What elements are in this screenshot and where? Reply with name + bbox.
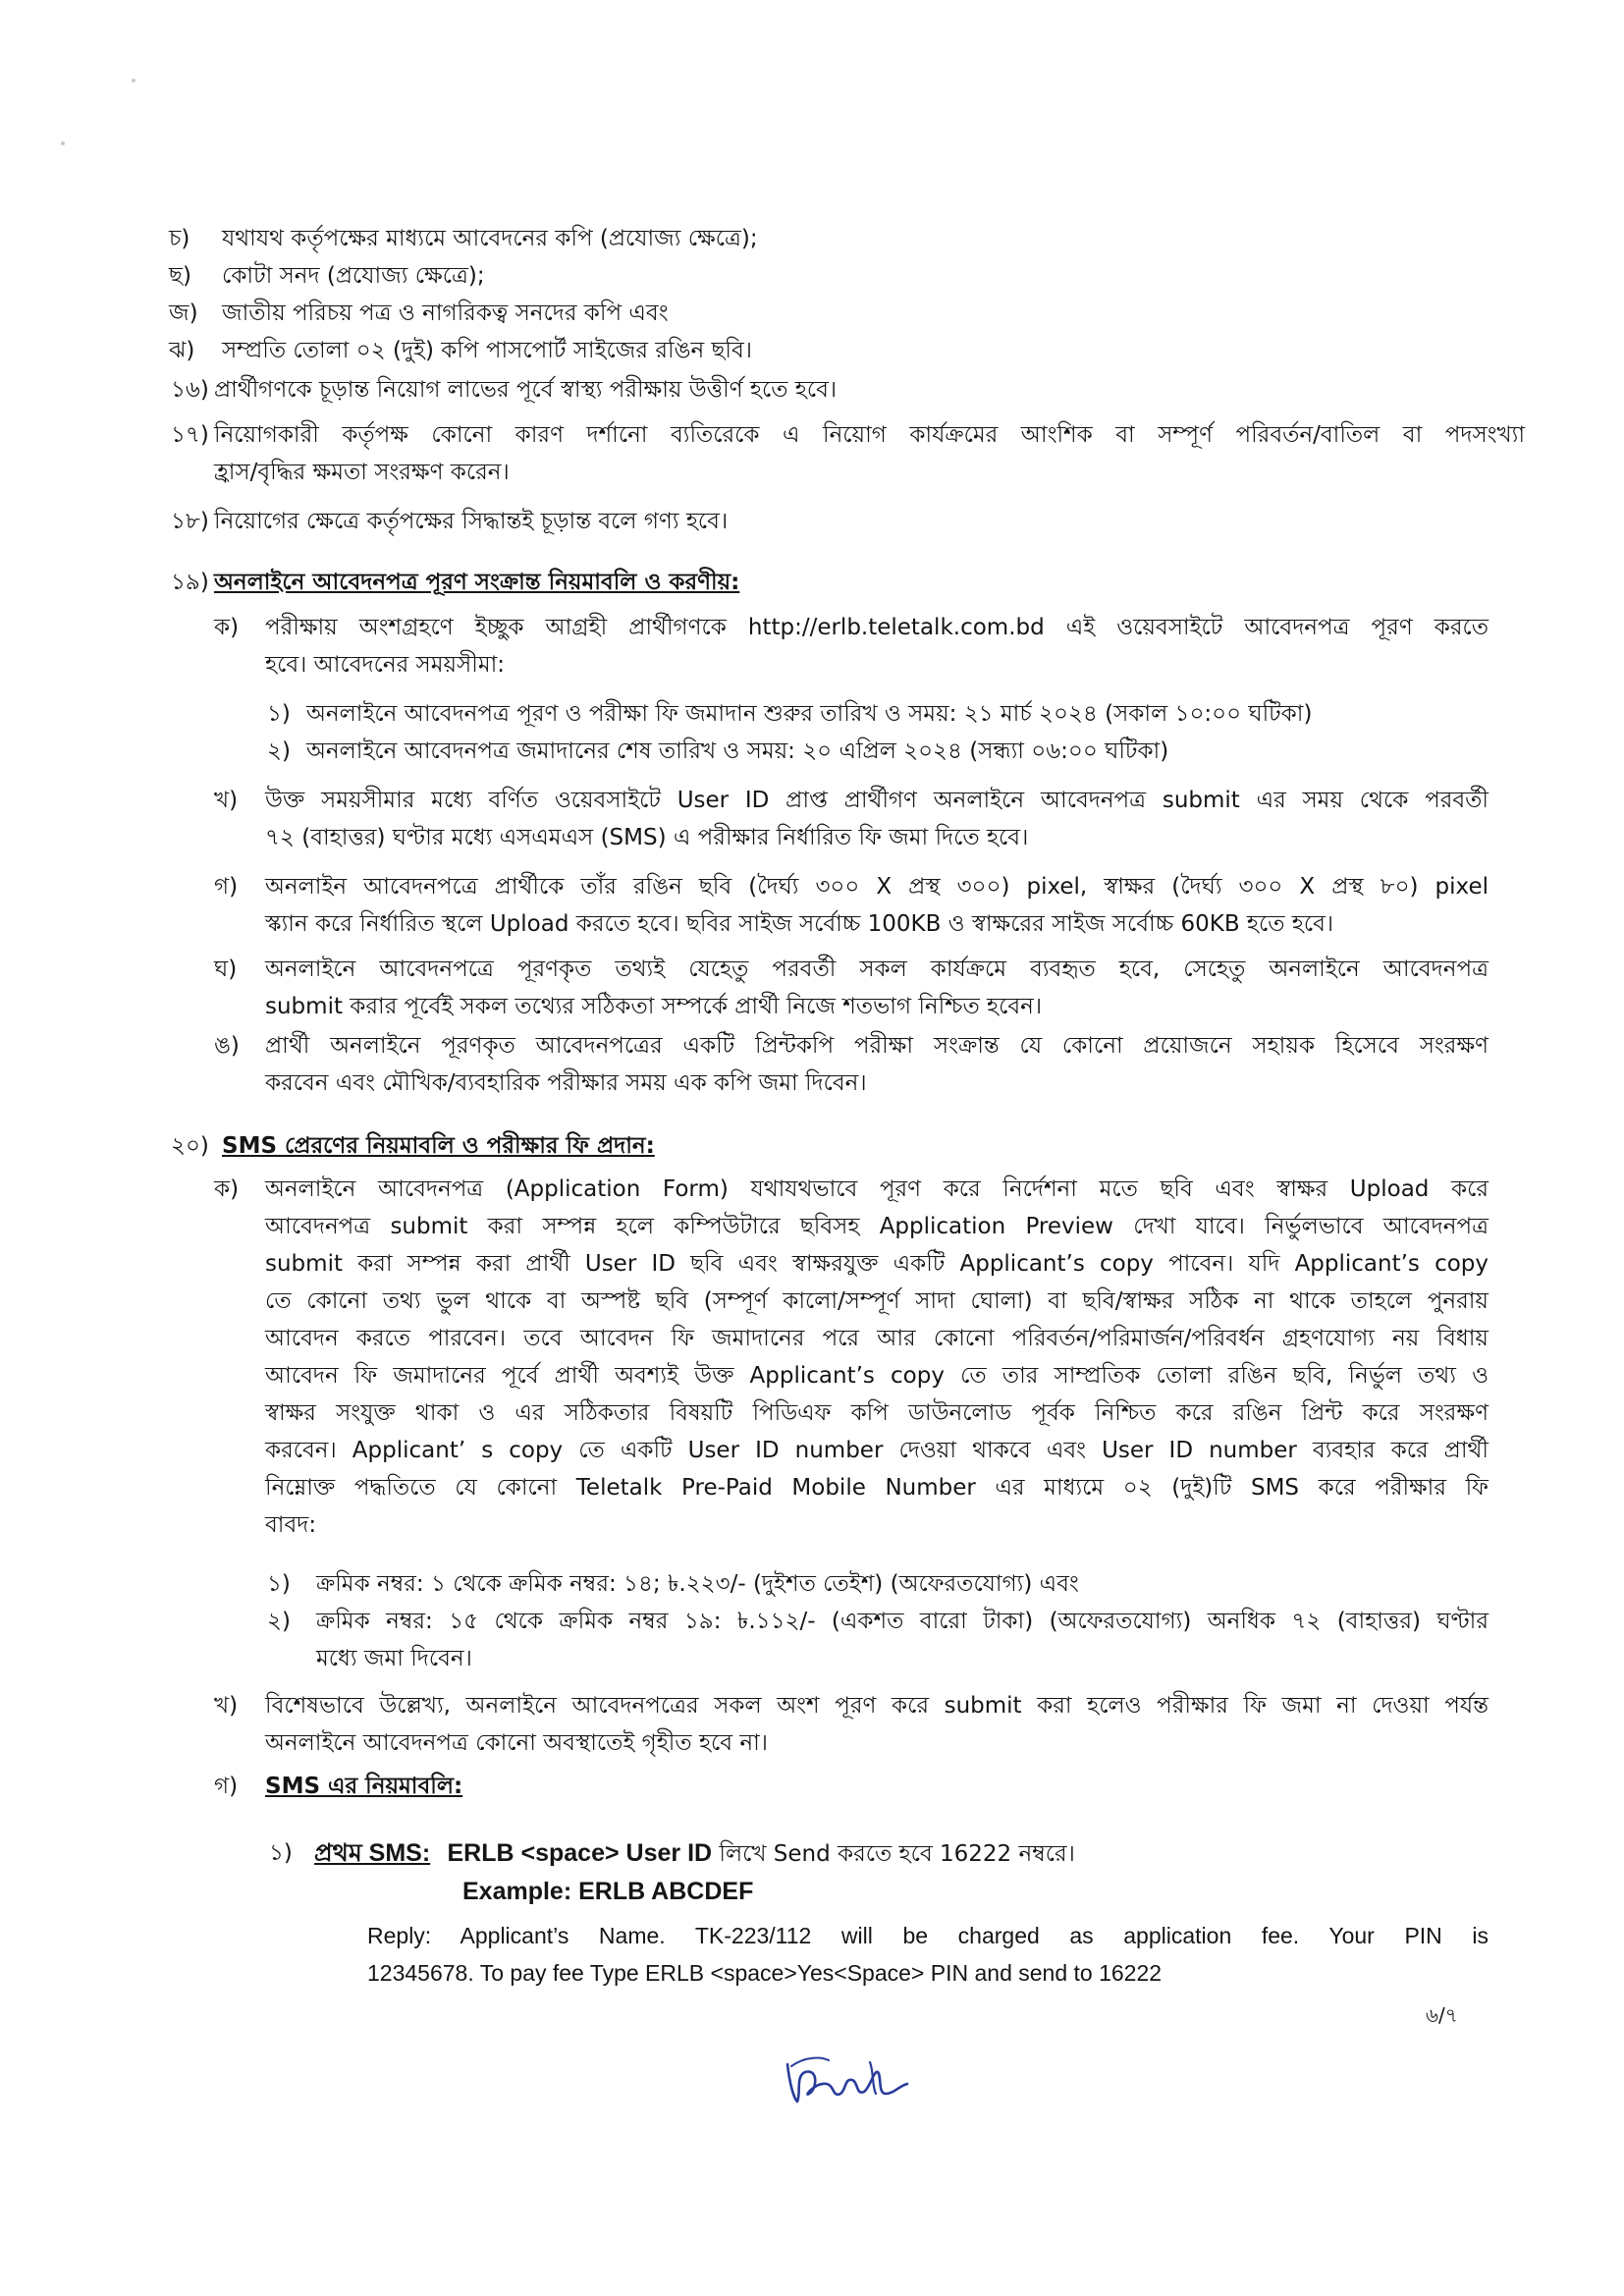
list-item-17 bbox=[171, 416, 1525, 491]
item-marker: খ) bbox=[214, 788, 239, 813]
section-heading: SMS প্রেরণের নিয়মাবলি ও পরীক্ষার ফি প্রদান: bbox=[222, 1133, 655, 1159]
item-text: উক্ত সময়সীমার মধ্যে বর্ণিত ওয়েবসাইটে User ID প্রাপ্ত প্রার্থীগণ অনলাইনে আবেদনপত্র submit এর সময় থেকে পরবর্তী bbox=[265, 788, 1489, 813]
item-text: অনলাইনে আবেদনপত্রে পূরণকৃত তথ্যই যেহেতু পরবর্তী সকল কার্যক্রমে ব্যবহৃত হবে, সেহেতু অনলাইনে আবেদনপত্র bbox=[265, 957, 1489, 982]
item-marker: ঝ) bbox=[169, 338, 195, 363]
item-text: নিয়োগকারী কর্তৃপক্ষ কোনো কারণ দর্শানো ব্যতিরেকে এ নিয়োগ কার্যক্রমের আংশিক বা সম্পূর্ণ পরিবর্তন/বাতিল বা পদসংখ্যা bbox=[214, 422, 1525, 448]
reply-text: Reply: Applicant’s Name. TK-223/112 will be charged as application fee. Your PIN is bbox=[367, 1923, 1489, 1948]
sms-instruction: লিখে Send করতে হবে 16222 নম্বরে। bbox=[712, 1841, 1075, 1867]
item-text: আবেদনপত্র submit করা সম্পন্ন হলে কম্পিউটারে ছবিসহ Application Preview দেখা যাবে। নির্ভুলভাবে আবেদনপত্র bbox=[265, 1214, 1489, 1239]
item-text: বিশেষভাবে উল্লেখ্য, অনলাইনে আবেদনপত্রের সকল অংশ পূরণ করে submit করা হলেও পরীক্ষার ফি জমা না দেওয়া পর্যন্ত bbox=[265, 1693, 1489, 1719]
item-text: তে কোনো তথ্য ভুল থাকে বা অস্পষ্ট ছবি (সম্পূর্ণ কালো/সম্পূর্ণ সাদা ঘোলা) বা ছবি/স্বাক্ষর সঠিক না থাকে তাহলে পুনরায় bbox=[265, 1288, 1489, 1314]
item-text: স্বাক্ষর সংযুক্ত থাকা ও এর সঠিকতার বিষয়টি পিডিএফ কপি ডাউনলোড পূর্বক নিশ্চিত করে রঙিন প্রিন্ট করে সংরক্ষণ bbox=[265, 1400, 1489, 1426]
list-subitem-20-ka-2 bbox=[267, 1603, 1489, 1677]
item-marker: ২০) bbox=[171, 1133, 209, 1159]
item-text: প্রার্থীগণকে চূড়ান্ত নিয়োগ লাভের পূর্বে স্বাস্থ্য পরীক্ষায় উত্তীর্ণ হতে হবে। bbox=[214, 377, 838, 403]
list-item-ja bbox=[169, 295, 1498, 332]
section-heading: অনলাইনে আবেদনপত্র পূরণ সংক্রান্ত নিয়মাবলি ও করণীয়: bbox=[214, 570, 740, 595]
list-subitem-20-ka-1 bbox=[267, 1565, 1489, 1603]
item-marker: ১৯) bbox=[171, 570, 209, 595]
item-text: আবেদন ফি জমাদানের পূর্বে প্রার্থী অবশ্যই উক্ত Applicant’s copy তে তার সাম্প্রতিক তোলা রঙিন ছবি, নির্ভুল তথ্য ও bbox=[265, 1363, 1489, 1389]
item-text: ক্রমিক নম্বর: ১ থেকে ক্রমিক নম্বর: ১৪; ৳.২২৩/- (দুইশত তেইশ) (অফেরতযোগ্য) এবং bbox=[316, 1571, 1079, 1597]
item-marker: ২) bbox=[267, 1609, 291, 1634]
list-item-19-ga bbox=[214, 868, 1489, 943]
item-marker: ১) bbox=[267, 701, 291, 727]
item-marker: গ) bbox=[214, 874, 239, 900]
item-text: সম্প্রতি তোলা ০২ (দুই) কপি পাসপোর্ট সাইজের রঙিন ছবি। bbox=[222, 338, 753, 363]
item-text: মধ্যে জমা দিবেন। bbox=[316, 1646, 472, 1671]
item-text: অনলাইনে আবেদনপত্র পূরণ ও পরীক্ষা ফি জমাদান শুরুর তারিখ ও সময়: ২১ মার্চ ২০২৪ (সকাল ১০:০০ ঘটিকা) bbox=[306, 701, 1313, 727]
list-item-19-uo bbox=[214, 1027, 1489, 1102]
item-marker: ঙ) bbox=[214, 1033, 240, 1059]
item-text: যথাযথ কর্তৃপক্ষের মাধ্যমে আবেদনের কপি (প্রযোজ্য ক্ষেত্রে); bbox=[222, 226, 758, 251]
item-marker: গ) bbox=[214, 1774, 239, 1799]
sms-example: Example: ERLB ABCDEF bbox=[462, 1878, 754, 1905]
item-marker: ছ) bbox=[169, 263, 191, 289]
item-marker: জ) bbox=[169, 301, 198, 326]
item-text: পরীক্ষায় অংশগ্রহণে ইচ্ছুক আগ্রহী প্রার্থীগণকে http://erlb.teletalk.com.bd এই ওয়েবসাইটে আবেদনপত্র পূরণ করতে bbox=[265, 615, 1489, 640]
scan-speck bbox=[61, 141, 65, 145]
item-marker: ১৬) bbox=[171, 377, 209, 403]
item-text: করবেন এবং মৌখিক/ব্যবহারিক পরীক্ষার সময় এক কপি জমা দিবেন। bbox=[265, 1070, 867, 1096]
section-19 bbox=[171, 564, 1490, 601]
list-subitem-19-ka-2 bbox=[267, 733, 1485, 770]
item-text: কোটা সনদ (প্রযোজ্য ক্ষেত্রে); bbox=[222, 263, 485, 289]
item-text: করবেন। Applicant’ s copy তে একটি User ID number দেওয়া থাকবে এবং User ID number ব্যবহার করে প্রার্থী bbox=[265, 1438, 1489, 1463]
item-text: অনলাইনে আবেদনপত্র জমাদানের শেষ তারিখ ও সময়: ২০ এপ্রিল ২০২৪ (সন্ধ্যা ০৬:০০ ঘটিকা) bbox=[306, 738, 1169, 764]
item-text: অনলাইনে আবেদনপত্র (Application Form) যথাযথভাবে পূরণ করে নির্দেশনা মতে ছবি এবং স্বাক্ষর Upload করে bbox=[265, 1176, 1489, 1202]
list-item-18 bbox=[171, 503, 1490, 540]
sms-label: প্রথম SMS: bbox=[314, 1839, 431, 1867]
item-text: নিম্নোক্ত পদ্ধতিতে যে কোনো Teletalk Pre-Paid Mobile Number এর মাধ্যমে ০২ (দুই)টি SMS করে পরীক্ষার ফি bbox=[265, 1475, 1489, 1501]
list-item-19-kha bbox=[214, 782, 1489, 856]
item-text: ৭২ (বাহাত্তর) ঘণ্টার মধ্যে এসএমএস (SMS) এ পরীক্ষার নির্ধারিত ফি জমা দিতে হবে। bbox=[265, 825, 1029, 850]
item-text: নিয়োগের ক্ষেত্রে কর্তৃপক্ষের সিদ্ধান্তই চূড়ান্ত বলে গণ্য হবে। bbox=[214, 509, 729, 534]
item-text: অনলাইনে আবেদনপত্র কোনো অবস্থাতেই গৃহীত হবে না। bbox=[265, 1730, 769, 1756]
item-text: বাবদ: bbox=[265, 1512, 317, 1538]
list-subitem-19-ka-1 bbox=[267, 695, 1485, 733]
item-text: ক্রমিক নম্বর: ১৫ থেকে ক্রমিক নম্বর ১৯: ৳.১১২/- (একশত বারো টাকা) (অফেরতযোগ্য) অনধিক ৭২ (বাহাত্তর) ঘণ্টার bbox=[316, 1609, 1489, 1634]
list-item-chha bbox=[169, 257, 1498, 295]
item-text: প্রার্থী অনলাইনে পূরণকৃত আবেদনপত্রের একটি প্রিন্টকপি পরীক্ষা সংক্রান্ত যে কোনো প্রয়োজনে সহায়ক হিসেবে সংরক্ষণ bbox=[265, 1033, 1489, 1059]
item-text: হবে। আবেদনের সময়সীমা: bbox=[265, 652, 506, 678]
list-item-20-ka bbox=[214, 1171, 1489, 1544]
scan-speck bbox=[132, 79, 135, 82]
item-marker: ১৮) bbox=[171, 509, 209, 534]
item-marker: চ) bbox=[169, 226, 190, 251]
sms-reply bbox=[367, 1917, 1489, 1992]
reply-text: 12345678. To pay fee Type ERLB <space>Yes<Space> PIN and send to 16222 bbox=[367, 1960, 1163, 1986]
item-marker: ২) bbox=[267, 738, 291, 764]
item-text: আবেদন করতে পারবেন। তবে আবেদন ফি জমাদানের পরে আর কোনো পরিবর্তন/পরিমার্জন/পরিবর্ধন গ্রহণযোগ্য নয় বিধায় bbox=[265, 1326, 1489, 1351]
sms-rule-1 bbox=[269, 1834, 1492, 1910]
item-text: হ্রাস/বৃদ্ধির ক্ষমতা সংরক্ষণ করেন। bbox=[214, 460, 510, 485]
item-marker: ঘ) bbox=[214, 957, 238, 982]
item-marker: ১) bbox=[269, 1840, 293, 1866]
item-text: জাতীয় পরিচয় পত্র ও নাগরিকত্ব সনদের কপি এবং bbox=[222, 301, 669, 326]
item-text: submit করা সম্পন্ন করা প্রার্থী User ID ছবি এবং স্বাক্ষরযুক্ত একটি Applicant’s copy পাবেন। যদি Applicant’s copy bbox=[265, 1251, 1489, 1277]
list-item-20-kha bbox=[214, 1687, 1489, 1762]
list-item-19-gha bbox=[214, 951, 1489, 1025]
list-item-20-ga bbox=[214, 1768, 1489, 1805]
list-item-19-ka bbox=[214, 609, 1489, 683]
sms-code: ERLB <space> User ID bbox=[447, 1839, 713, 1867]
page-number: ৬/৭ bbox=[1426, 2003, 1458, 2027]
signature-icon bbox=[776, 2043, 923, 2113]
item-text: স্ক্যান করে নির্ধারিত স্থলে Upload করতে হবে। ছবির সাইজ সর্বোচ্চ 100KB ও স্বাক্ষরের সাইজ সর্বোচ্চ 60KB হতে হবে। bbox=[265, 911, 1334, 937]
list-item-16 bbox=[171, 371, 1490, 409]
item-marker: ক) bbox=[214, 615, 240, 640]
item-marker: ক) bbox=[214, 1176, 240, 1202]
item-marker: ১) bbox=[267, 1571, 291, 1597]
list-item-cha bbox=[169, 220, 1498, 257]
section-heading: SMS এর নিয়মাবলি: bbox=[265, 1774, 463, 1799]
section-20 bbox=[171, 1127, 1498, 1165]
item-text: submit করার পূর্বেই সকল তথ্যের সঠিকতা সম্পর্কে প্রার্থী নিজে শতভাগ নিশ্চিত হবেন। bbox=[265, 994, 1043, 1019]
item-text: অনলাইন আবেদনপত্রে প্রার্থীকে তাঁর রঙিন ছবি (দৈর্ঘ্য ৩০০ X প্রস্থ ৩০০) pixel, স্বাক্ষর (দৈর্ঘ্য ৩০০ X প্রস্থ ৮০) pixel bbox=[265, 874, 1489, 900]
item-marker: ১৭) bbox=[171, 422, 209, 448]
item-marker: খ) bbox=[214, 1693, 239, 1719]
list-item-jha bbox=[169, 332, 1498, 369]
